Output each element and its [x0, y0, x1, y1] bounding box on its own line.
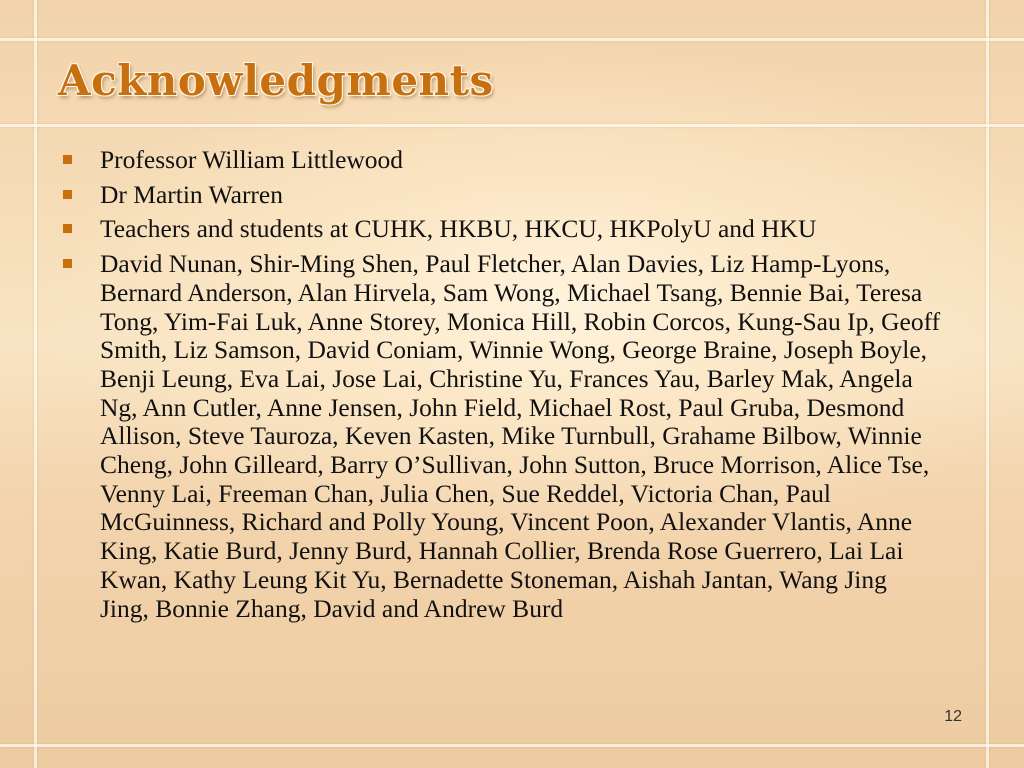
- slide-title: Acknowledgments: [58, 56, 494, 105]
- background-frame-line: [0, 38, 1024, 41]
- square-bullet-icon: [63, 259, 72, 268]
- square-bullet-icon: [63, 224, 72, 233]
- bullet-text: Professor William Littlewood: [100, 145, 404, 174]
- background-frame-line: [986, 0, 989, 768]
- bullet-item: [62, 215, 942, 244]
- bullet-item: [62, 181, 942, 210]
- background-frame-line: [0, 124, 1024, 127]
- square-bullet-icon: [63, 190, 72, 199]
- bullet-text: Dr Martin Warren: [100, 179, 283, 209]
- bullet-item: [62, 250, 942, 623]
- square-bullet-icon: [63, 155, 72, 164]
- page-number: 12: [944, 708, 962, 725]
- background-frame-line: [34, 0, 37, 768]
- bullet-list: [62, 146, 942, 629]
- bullet-text: Teachers and students at CUHK, HKBU, HKCU, HKPolyU and HKU: [100, 214, 817, 244]
- bullet-item: [62, 146, 942, 175]
- bullet-text: David Nunan, Shir-Ming Shen, Paul Fletcher, Alan Davies, Liz Hamp-Lyons, Bernard Anderson, Alan Hirvela, Sam Wong, Michael Tsang, Bennie Bai, Teresa Tong, Yim-Fai Luk, Anne Storey, Monica Hill, Robin Corcos, Kung-Sau Ip, Geoff Smith, Liz Samson, David Coniam, Winnie Wong, George Braine, Joseph Boyle, Benji Leung, Eva Lai, Jose Lai, Christine Yu, Frances Yau, Barley Mak, Angela Ng, Ann Cutler, Anne Jensen, John Field, Michael Rost, Paul Gruba, Desmond Allison, Steve Tauroza, Keven Kasten, Mike Turnbull, Grahame Bilbow, Winnie Cheng, John Gilleard, Barry O’Sullivan, John Sutton, Bruce Morrison, Alice Tse, Venny Lai, Freeman Chan, Julia Chen, Sue Reddel, Victoria Chan, Paul McGuinness, Richard and Polly Young, Vincent Poon, Alexander Vlantis, Anne King, Katie Burd, Jenny Burd, Hannah Collier, Brenda Rose Guerrero, Lai Lai Kwan, Kathy Leung Kit Yu, Bernadette Stoneman, Aishah Jantan, Wang Jing Jing, Bonnie Zhang, David and Andrew Burd: [100, 249, 941, 623]
- background-frame-line: [0, 744, 1024, 747]
